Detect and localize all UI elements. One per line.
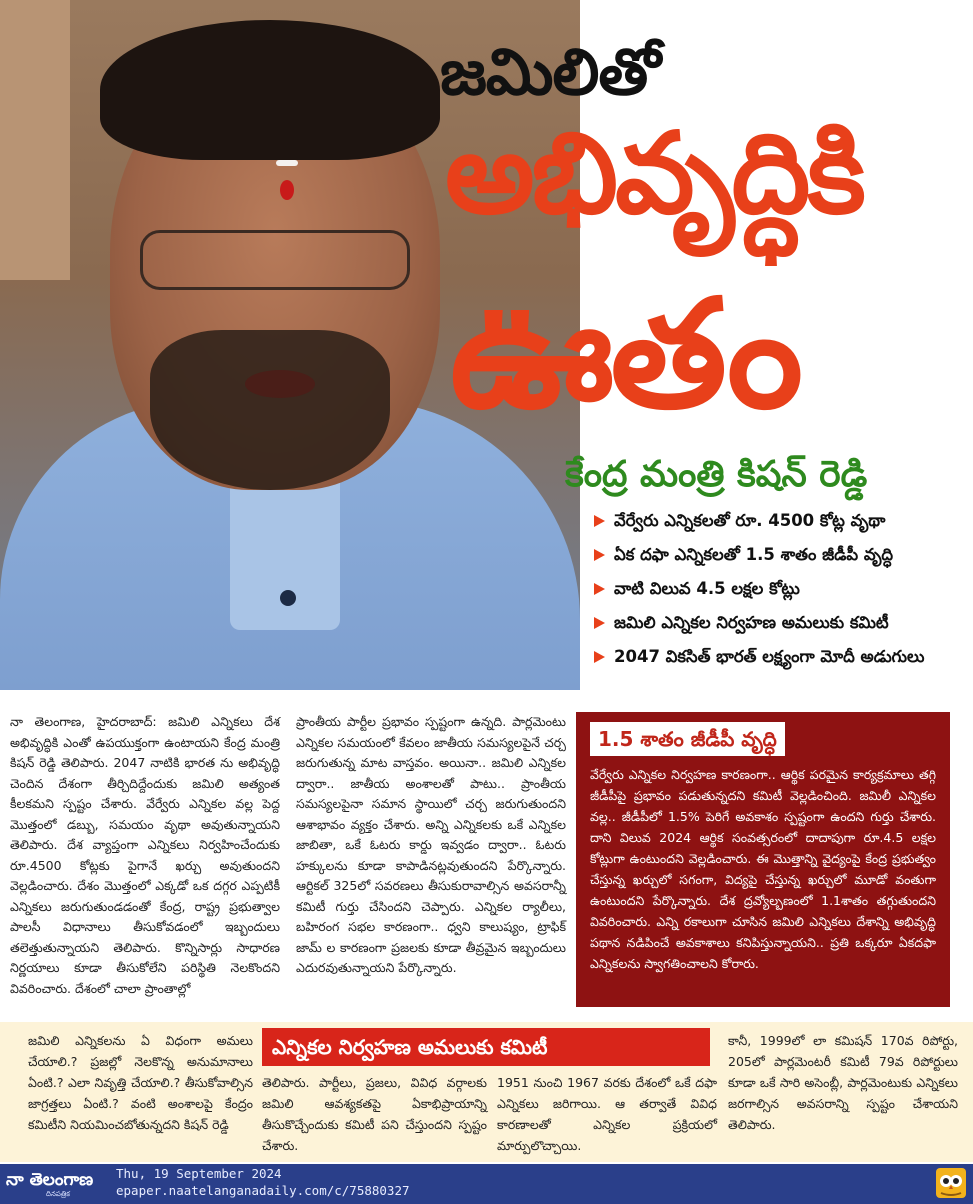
bottom-column-3: 1951 నుంచి 1967 వరకు దేశంలో ఒకే దఫా ఎన్నికలు జరిగాయి. ఆ తర్వాతే వివిధ కారణాలతో ఎన్నికల ప్రక్రియలో మార్పులొచ్చాయి. [497,1075,717,1153]
triangle-bullet-icon [594,651,605,663]
epaper-url[interactable]: epaper.naatelanganadaily.com/c/75880327 [116,1183,410,1198]
edition-date: Thu, 19 September 2024 [116,1166,282,1181]
triangle-bullet-icon [594,583,605,595]
sidebar-text: వేర్వేరు ఎన్నికల నిర్వహణ కారణంగా.. ఆర్థిక పరమైన కార్యక్రమాలు తగ్గి జీడీపీపై ప్రభావం పడుతున్నదని కమిటీ వెల్లడించింది. జమిలీ ఎన్నికల వల్ల.. జీడీపీలో 1.5% పెరిగే అవకాశం స్పష్టంగా ఉందని గుర్తు చేశారు. దాని విలువ 2024 ఆర్థిక సంవత్సరంలో దాదాపుగా రూ.4.5 లక్షల కోట్లుగా ఉంటుందని వెల్లడించారు. ఈ మొత్తాన్ని వైద్యంపై కేంద్ర ప్రభుత్వం చేస్తున్న ఖర్చులో సగంగా, విద్యపై చేస్తున్న ఖర్చులో మూడో వంతుగా ఉంటుందని పేర్కొన్నారు. దేశ ద్రవ్యోల్బణంలో 1.1శాతం తగ్గుతుందని వివరించారు. ఎన్ని రకాలుగా చూసిన జమిలి ఎన్నికలు దేశాన్ని అభివృద్ధి పథాన నడిపించే అవకాశాలు కనిపిస్తున్నాయని.. ప్రతి ఒక్కరూ ఏకదఫా ఎన్నికలను స్వాగతించాలని కోరారు. [590,767,936,971]
highlights-list [592,510,964,680]
gdp-sidebar-box [576,712,950,1007]
triangle-bullet-icon [594,617,605,629]
highlight-item: ఏక దఫా ఎన్నికలతో 1.5 శాతం జీడీపీ వృద్ధి [592,544,964,566]
highlight-item: 2047 వికసిత్ భారత్ లక్ష్యంగా మోదీ అడుగులు [592,646,964,668]
headline-line1: జమిలితో [440,36,660,110]
article-column-1: నా తెలంగాణ, హైదరాబాద్: జమిలి ఎన్నికలు దేశ అభివృద్ధికి ఎంతో ఉపయుక్తంగా ఉంటాయని కేంద్ర మంత్రి కిషన్ రెడ్డి తెలిపారు. 2047 నాటికి భారత ను అభివృద్ధి చెందిన దేశంగా తీర్చిదిద్దేందుకు జమిలి అత్యంత కీలకమని స్పష్టం చేశారు. వేర్వేరు ఎన్నికల వల్ల పెద్ద మొత్తంలో డబ్బు, సమయం వృథా అవుతున్నాయని తెలిపారు. దేశ వ్యాప్తంగా ఎన్నికలు నిర్వహించేందుకు రూ.4500 కోట్లకు పైగానే ఖర్చు అవుతుందని వెల్లడించారు. దేశం మొత్తంలో ఎక్కడో ఒక దగ్గర ఎప్పటికీ ఎన్నికలు జరుగుతుండడంతో కేంద్ర, రాష్ట్ర ప్రభుత్వాల పాలసీ విధానాలు తీసుకోవడంలో ఇబ్బందులు తలెత్తుతున్నాయని తెలిపారు. కొన్నిసార్లు సాధారణ నిర్ణయాలు కూడా తీసుకోలేని పరిస్థితి నెలకొందని వివరించారు. దేశంలో చాలా ప్రాంతాల్లో [10,714,280,996]
byline: కేంద్ర మంత్రి కిషన్ రెడ్డి [565,454,868,495]
highlight-item: జమిలి ఎన్నికల నిర్వహణ అమలుకు కమిటీ [592,612,964,634]
triangle-bullet-icon [594,515,605,527]
headline-line3: ఊతం [450,268,800,442]
highlight-item: వేర్వేరు ఎన్నికలతో రూ. 4500 కోట్ల వృథా [592,510,964,532]
triangle-bullet-icon [594,549,605,561]
bottom-column-4: కానీ, 1999లో లా కమిషన్ 170వ రిపోర్టు, 205లో పార్లమెంటరీ కమిటీ 79వ రిపోర్టులు కూడా ఒకే సారి అసెంబ్లీ, పార్లమెంటుకు ఎన్నికలు జరగాల్సిన అవసరాన్ని స్పష్టం చేశాయని తెలిపారు. [728,1033,958,1132]
bottom-column-2: తెలిపారు. పార్టీలు, ప్రజలు, వివిధ వర్గాలకు జమిలి ఆవశ్యకతపై ఏకాభిప్రాయాన్ని తీసుకొచ్చేందుకు కమిటీ పని చేస్తుందని స్పష్టం చేశారు. [262,1075,487,1153]
owl-icon[interactable] [936,1168,966,1198]
article-column-2: ప్రాంతీయ పార్టీల ప్రభావం స్పష్టంగా ఉన్నది. పార్లమెంటు ఎన్నికల సమయంలో కేవలం జాతీయ సమస్యలపైనే చర్చ జరుగుతున్న మాట వాస్తవం. అయినా.. జమిలి ఎన్నికల ద్వారా.. జాతీయ అంశాలతో పాటు.. ప్రాంతీయ సమస్యలపైనా సమాన స్థాయిలో చర్చ జరుగుతుందని ఆశాభావం వ్యక్తం చేశారు. అన్ని ఎన్నికలకు ఒకే ఎన్నికల జాబితా, ఒకే ఓటరు కార్డు ఇవ్వడం ద్వారా.. ఓటరు హక్కులను కూడా కాపాడినట్లవుతుందని పేర్కొన్నారు. ఆర్టికల్ 325లో సవరణలు తీసుకురావాల్సిన అవసరాన్నీ కమిటీ గుర్తు చేసిందని చెప్పారు. ఎన్నికల ర్యాలీలు, బహిరంగ సభల కారణంగా.. ధ్వని కాలుష్యం, ట్రాఫిక్ జామ్ ల కారణంగా ప్రజలకు కూడా తీవ్రమైన ఇబ్బందులు ఎదురవుతున్నాయని పేర్కొన్నారు. [296,714,566,975]
headline-line2: అభివృద్ధికి [445,109,863,239]
bottom-subheadline: ఎన్నికల నిర్వహణ అమలుకు కమిటీ [262,1028,710,1066]
naa-telangana-logo[interactable]: నా తెలంగాణ దినపత్రిక [6,1170,94,1198]
bottom-column-1: జమిలి ఎన్నికలను ఏ విధంగా అమలు చేయాలి.? ప్రజల్లో నెలకొన్న అనుమానాలు ఏంటి.? ఎలా నివృత్తి చేయాలి.? తీసుకోవాల్సిన జాగ్రత్తలు ఏంటి.? వంటి అంశాలపై కేంద్రం కమిటీని నియమించబోతున్నదని కిషన్ రెడ్డి [28,1033,253,1132]
highlight-item: వాటి విలువ 4.5 లక్షల కోట్లు [592,578,964,600]
sidebar-title: 1.5 శాతం జీడీపీ వృద్ధి [590,722,785,756]
